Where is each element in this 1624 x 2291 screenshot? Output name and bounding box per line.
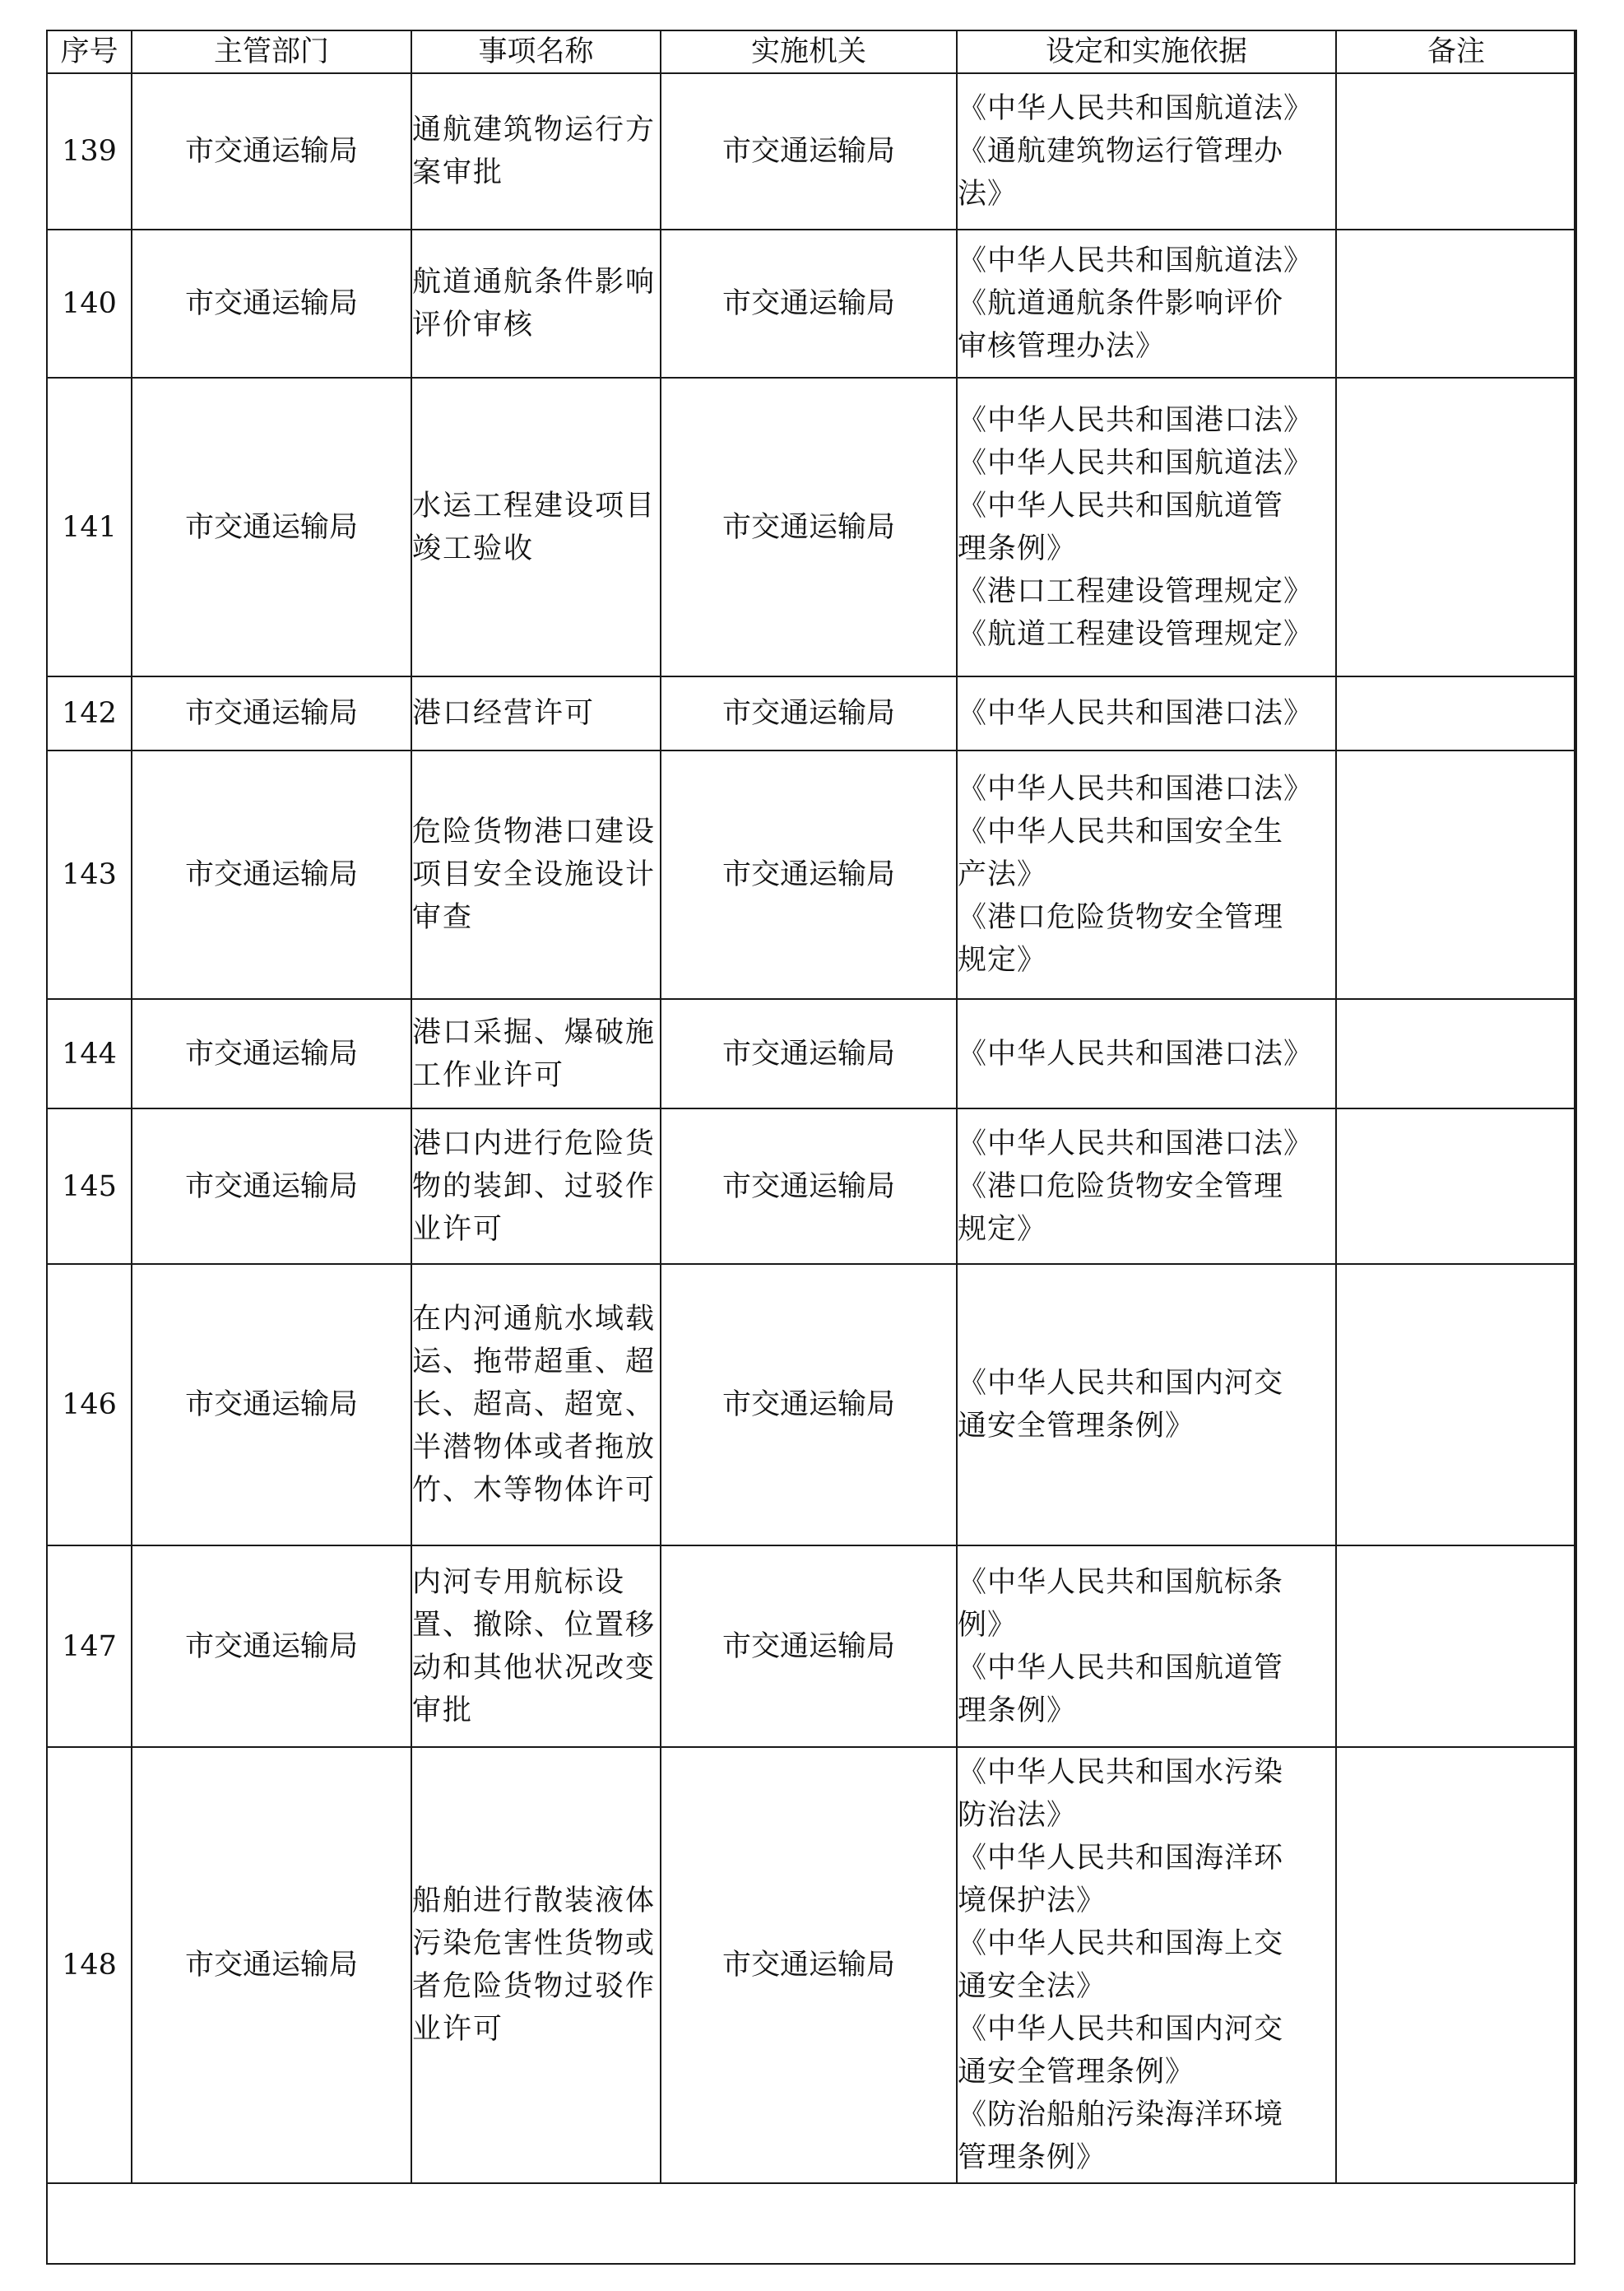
row-basis-line: 《中华人民共和国港口法》 [958,403,1314,437]
table-row [47,750,1576,999]
row-remarks [1336,1747,1576,2183]
header-department: 主管部门 [132,30,411,73]
row-basis-line: 《中华人民共和国航标条 [958,1565,1284,1599]
table-row [47,73,1576,230]
row-item-name [411,73,661,230]
header-remarks: 备注 [1336,30,1576,73]
row-basis-line: 《防治船舶污染海洋环境 [958,2098,1284,2131]
row-department: 市交通运输局 [132,378,411,676]
row-agency: 市交通运输局 [661,1747,957,2183]
row-basis-line: 防治法》 [958,1799,1077,1832]
row-remarks [1336,999,1576,1108]
row-basis [957,1747,1336,2183]
table-row [47,1747,1576,2183]
row-basis [957,1264,1336,1545]
row-remarks [1336,676,1576,750]
row-basis [957,676,1336,750]
row-basis-line: 《通航建筑物运行管理办 [958,135,1284,168]
row-agency: 市交通运输局 [661,73,957,230]
row-department: 市交通运输局 [132,1108,411,1264]
row-item-name-text: 危险货物港口建设项目安全设施设计审查 [412,816,657,934]
row-item-name [411,1747,661,2183]
row-remarks [1336,378,1576,676]
row-basis-line: 《中华人民共和国港口法》 [958,1127,1314,1160]
table-row [47,230,1576,378]
row-basis-line: 法》 [958,178,1018,211]
row-basis-line: 《港口工程建设管理规定》 [958,574,1314,608]
row-basis [957,999,1336,1108]
row-basis-line: 《航道工程建设管理规定》 [958,617,1314,651]
row-basis-line: 《中华人民共和国航道法》 [958,244,1314,277]
row-agency: 市交通运输局 [661,750,957,999]
row-item-name-text: 在内河通航水域载运、拖带超重、超长、超高、超宽、半潜物体或者拖放竹、木等物体许可 [412,1303,657,1507]
row-item-name [411,378,661,676]
row-seq: 146 [47,1264,132,1545]
row-remarks [1336,1264,1576,1545]
row-basis-line: 例》 [958,1608,1018,1642]
row-agency: 市交通运输局 [661,676,957,750]
row-seq: 144 [47,999,132,1108]
row-basis-line: 理条例》 [958,1694,1077,1727]
row-seq: 143 [47,750,132,999]
row-basis-line: 《中华人民共和国内河交 [958,2013,1284,2046]
row-basis-line: 《港口危险货物安全管理 [958,901,1284,934]
row-seq: 140 [47,230,132,378]
row-item-name-text: 港口内进行危险货物的装卸、过驳作业许可 [412,1127,657,1246]
row-basis [957,73,1336,230]
row-item-name-text: 通航建筑物运行方案审批 [412,114,657,189]
header-seq: 序号 [47,30,132,73]
row-item-name [411,1545,661,1747]
row-basis-line: 《航道通航条件影响评价 [958,287,1284,320]
row-basis-line: 通安全法》 [958,1970,1107,2003]
row-agency: 市交通运输局 [661,1545,957,1747]
table-row [47,378,1576,676]
row-basis-line: 《中华人民共和国海上交 [958,1927,1284,1960]
row-item-name-text: 港口经营许可 [412,697,596,730]
row-item-name [411,230,661,378]
row-basis-line: 审核管理办法》 [958,330,1166,363]
row-item-name-text: 内河专用航标设置、撤除、位置移动和其他状况改变审批 [412,1565,657,1727]
row-basis-line: 《中华人民共和国水污染 [958,1756,1284,1789]
row-item-name-text: 船舶进行散装液体污染危害性货物或者危险货物过驳作业许可 [412,1884,657,2046]
header-basis: 设定和实施依据 [957,30,1336,73]
row-agency: 市交通运输局 [661,1264,957,1545]
row-agency: 市交通运输局 [661,1108,957,1264]
row-basis-line: 《中华人民共和国港口法》 [958,697,1314,730]
row-basis [957,1545,1336,1747]
row-department: 市交通运输局 [132,230,411,378]
row-remarks [1336,1545,1576,1747]
row-item-name [411,1108,661,1264]
row-basis-line: 《中华人民共和国港口法》 [958,1037,1314,1071]
row-seq: 139 [47,73,132,230]
row-basis-line: 《中华人民共和国航道法》 [958,446,1314,480]
row-basis-line: 《中华人民共和国航道管 [958,1651,1284,1685]
row-seq: 141 [47,378,132,676]
row-basis-line: 产法》 [958,858,1047,891]
row-item-name-text: 水运工程建设项目竣工验收 [412,489,657,565]
row-basis [957,1108,1336,1264]
row-basis-line: 通安全管理条例》 [958,1410,1195,1443]
row-seq: 142 [47,676,132,750]
administrative-items-table [46,30,1577,2184]
row-basis-line: 《中华人民共和国内河交 [958,1367,1284,1400]
row-basis-line: 境保护法》 [958,1884,1107,1917]
table-header-row [47,30,1576,73]
row-department: 市交通运输局 [132,1264,411,1545]
row-basis-line: 《港口危险货物安全管理 [958,1169,1284,1203]
row-basis [957,750,1336,999]
row-basis-line: 《中华人民共和国航道管 [958,489,1284,523]
table-row [47,999,1576,1108]
row-seq: 145 [47,1108,132,1264]
row-basis-line: 理条例》 [958,532,1077,565]
row-department: 市交通运输局 [132,676,411,750]
row-seq: 148 [47,1747,132,2183]
row-remarks [1336,73,1576,230]
row-basis-line: 《中华人民共和国航道法》 [958,92,1314,125]
row-basis-line: 规定》 [958,944,1047,977]
row-department: 市交通运输局 [132,73,411,230]
row-department: 市交通运输局 [132,1545,411,1747]
row-item-name [411,999,661,1108]
row-basis-line: 管理条例》 [958,2141,1107,2174]
row-item-name-text: 港口采掘、爆破施工作业许可 [412,1015,657,1092]
row-item-name [411,1264,661,1545]
row-remarks [1336,1108,1576,1264]
header-agency: 实施机关 [661,30,957,73]
header-item-name: 事项名称 [411,30,661,73]
row-basis-line: 规定》 [958,1212,1047,1246]
row-seq: 147 [47,1545,132,1747]
table-row [47,676,1576,750]
table-row [47,1264,1576,1545]
row-basis [957,378,1336,676]
row-item-name-text: 航道通航条件影响评价审核 [412,266,657,342]
row-item-name [411,676,661,750]
row-basis-line: 《中华人民共和国港口法》 [958,773,1314,806]
row-department: 市交通运输局 [132,999,411,1108]
row-basis-line: 《中华人民共和国海洋环 [958,1842,1284,1875]
row-basis-line: 通安全管理条例》 [958,2056,1195,2089]
row-agency: 市交通运输局 [661,378,957,676]
row-item-name [411,750,661,999]
row-basis-line: 《中华人民共和国安全生 [958,816,1284,848]
table-row [47,1545,1576,1747]
row-basis [957,230,1336,378]
row-agency: 市交通运输局 [661,230,957,378]
row-agency: 市交通运输局 [661,999,957,1108]
row-remarks [1336,750,1576,999]
row-department: 市交通运输局 [132,1747,411,2183]
table-row [47,1108,1576,1264]
row-department: 市交通运输局 [132,750,411,999]
table-body [47,73,1576,2183]
row-remarks [1336,230,1576,378]
